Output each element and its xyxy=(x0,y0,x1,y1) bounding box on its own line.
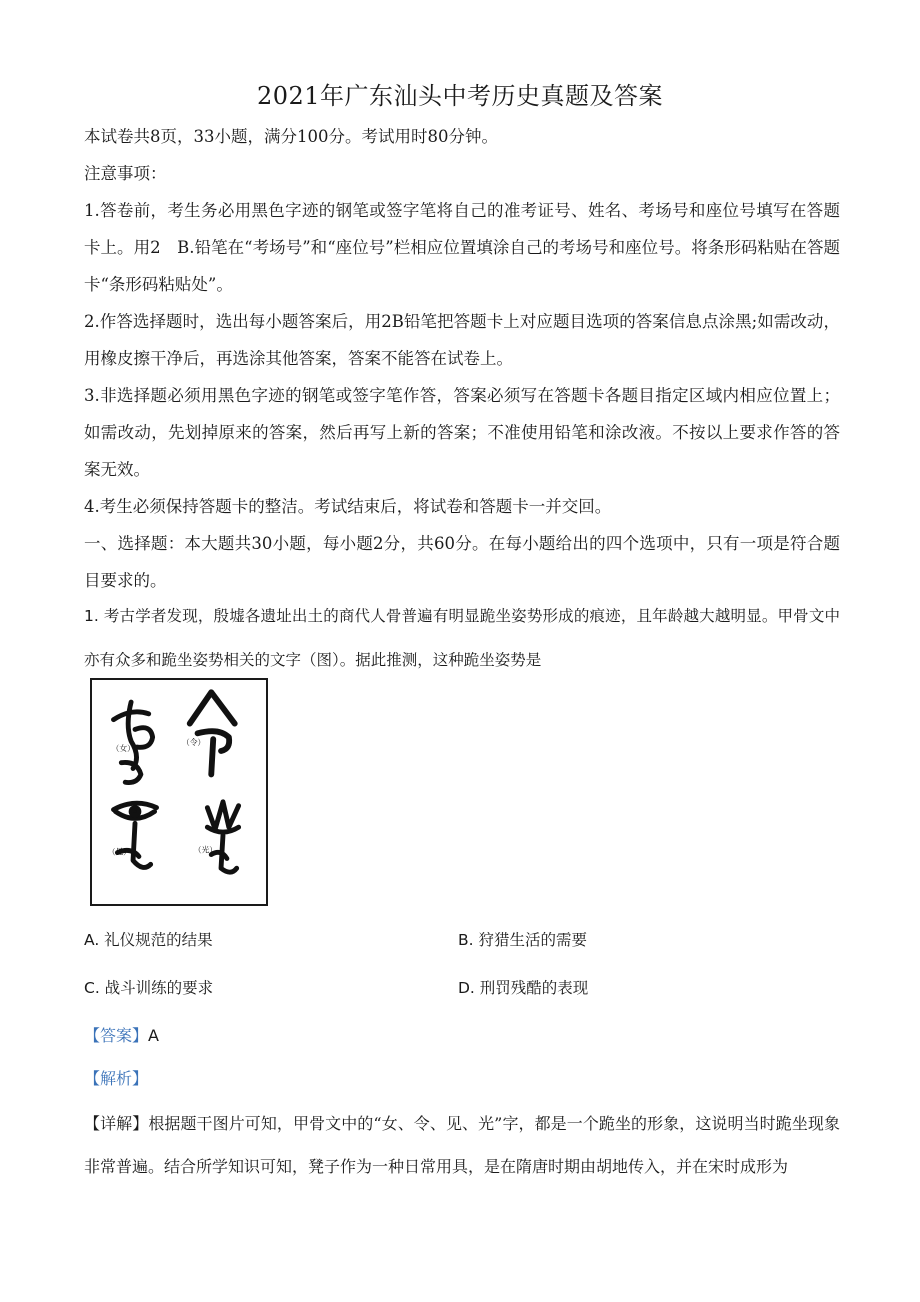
question-stem: 1. 考古学者发现，殷墟各遗址出土的商代人骨普遍有明显跪坐姿势形成的痕迹，且年龄越大越明显。甲骨文中亦有众多和跪坐姿势相关的文字（图）。据此推测，这种跪坐姿势是 xyxy=(84,607,840,669)
analysis-line xyxy=(84,1067,148,1091)
notice-heading: 注意事项： xyxy=(84,164,167,183)
glyph-ling-roof xyxy=(190,692,235,723)
answer-line xyxy=(84,1024,159,1048)
notice-item-2: 2.作答选择题时，选出每小题答案后，用2B铅笔把答题卡上对应题目选项的答案信息点涂黑;如需改动，用橡皮擦干净后，再选涂其他答案，答案不能答在试卷上。 xyxy=(84,312,840,368)
detail-tag: 【详解】 xyxy=(84,1114,149,1133)
option-d: D. 刑罚残酷的表现 xyxy=(458,979,589,997)
glyph-ling xyxy=(190,692,235,774)
glyph-nv-stroke-4 xyxy=(121,762,141,782)
glyph-guang-flame xyxy=(207,802,238,829)
notice-item-3: 3.非选择题必须用黑色字迹的钢笔或签字笔作答，答案必须写在答题卡各题目指定区域内相应位置上；如需改动，先划掉原来的答案，然后再写上新的答案；不准使用铅笔和涂改液。不按以上要求作答的答案无效。 xyxy=(84,386,840,479)
glyph-guang-base xyxy=(207,827,238,832)
intro-text: 本试卷共8页，33小题，满分100分。考试用时80分钟。 xyxy=(84,127,498,146)
detail-text: 根据题干图片可知，甲骨文中的“女、令、见、光”字，都是一个跪坐的形象，这说明当时跪坐现象非常普遍。结合所学知识可知，凳子作为一种日常用具，是在隋唐时期由胡地传入，并在宋时成形为 xyxy=(84,1114,840,1176)
notice-item-4: 4.考生必须保持答题卡的整洁。考试结束后，将试卷和答题卡一并交回。 xyxy=(84,497,612,516)
section-heading: 一、选择题：本大题共30小题，每小题2分，共60分。在每小题给出的四个选项中，只有一项是符合题目要求的。 xyxy=(84,534,840,590)
figure-label-jian: （见） xyxy=(107,847,132,857)
option-a: A. 礼仪规范的结果 xyxy=(84,931,213,949)
glyph-ling-leg xyxy=(211,739,213,774)
glyph-jian xyxy=(114,803,157,867)
oracle-bone-figure xyxy=(90,678,268,906)
glyph-nv-stroke-3 xyxy=(135,728,153,748)
glyph-jian-leg xyxy=(133,823,151,867)
option-b: B. 狩猎生活的需要 xyxy=(458,931,587,949)
notice-item-1: 1.答卷前，考生务必用黑色字迹的钢笔或签字笔将自己的准考证号、姓名、考场号和座位号填写在答题卡上。用2 B.铅笔在“考场号”和“座位号”栏相应位置填涂自己的考场号和座位号。将条形码粘贴在答题卡“条形码粘贴处”。 xyxy=(84,201,840,294)
answer-value: A xyxy=(148,1026,159,1045)
document-title: 2021年广东汕头中考历史真题及答案 xyxy=(256,82,664,110)
figure-label-ling: （令） xyxy=(181,738,206,748)
analysis-tag: 【解析】 xyxy=(84,1069,149,1088)
oracle-bone-glyphs xyxy=(92,680,266,904)
glyph-nv xyxy=(111,702,153,782)
glyph-guang xyxy=(207,802,238,872)
figure-label-guang: （光） xyxy=(193,845,218,855)
answer-tag: 【答案】 xyxy=(84,1026,149,1045)
figure-label-nv: （女） xyxy=(111,743,135,753)
option-c: C. 战斗训练的要求 xyxy=(84,979,214,997)
detail-paragraph xyxy=(84,1102,840,1188)
glyph-jian-pupil xyxy=(131,808,139,816)
